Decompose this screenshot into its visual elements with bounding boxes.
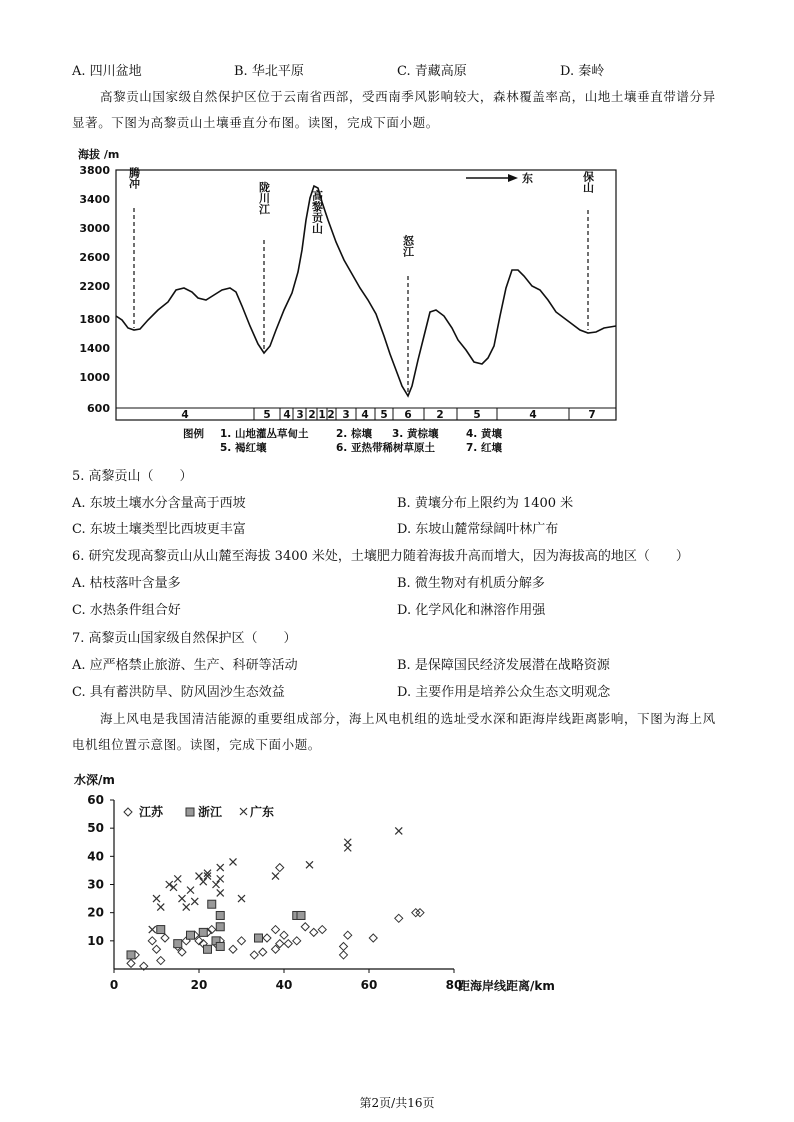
soil-profile-chart: [0, 140, 794, 460]
soil-band-cell: 2: [327, 409, 335, 421]
soil-band-cell: 5: [263, 409, 271, 421]
point-jiangsu: [229, 945, 237, 953]
point-jiangsu: [369, 934, 377, 942]
soil-band-cell: 3: [296, 409, 304, 421]
soil-band-cell: 4: [529, 409, 537, 421]
label-longchuan: 陇川江: [257, 181, 271, 215]
point-guangdong: [183, 904, 190, 911]
ytick: 1400: [79, 342, 110, 355]
point-zhejiang: [187, 931, 195, 939]
point-guangdong: [187, 887, 194, 894]
legend-item: 5. 褐红壤: [220, 442, 267, 454]
q5-option-c: C. 东坡土壤类型比西坡更丰富: [72, 522, 246, 537]
point-guangdong: [191, 898, 198, 905]
y-tick-label: 40: [87, 849, 104, 864]
wind-turbine-scatter-chart: [0, 768, 794, 1028]
point-jiangsu: [263, 934, 271, 942]
point-jiangsu: [272, 926, 280, 934]
legend-label-guangdong: 广东: [250, 805, 275, 819]
ytick: 3800: [79, 164, 110, 177]
legend-marker-guangdong: [240, 808, 247, 815]
soil-band-cell: 4: [181, 409, 189, 421]
soil-chart-ylabel: 海拔 /m: [78, 148, 120, 161]
x-tick-label: 20: [190, 978, 208, 992]
q4-option-c: C. 青藏高原: [397, 64, 467, 79]
q7-option-c: C. 具有蓄洪防旱、防风固沙生态效益: [72, 685, 285, 700]
y-tick-label: 30: [87, 877, 104, 892]
point-guangdong: [395, 827, 402, 834]
soil-band-cell: 5: [473, 409, 481, 421]
q7-stem: 7. 高黎贡山国家级自然保护区（ ）: [72, 631, 297, 646]
ytick: 1800: [79, 313, 110, 326]
point-jiangsu: [284, 940, 292, 948]
ytick: 600: [87, 402, 110, 415]
q6-option-c: C. 水热条件组合好: [72, 603, 181, 618]
point-zhejiang: [255, 934, 263, 942]
point-zhejiang: [216, 923, 224, 931]
q5-option-d: D. 东坡山麓常绿阔叶林广布: [397, 522, 559, 537]
point-guangdong: [272, 873, 279, 880]
scatter-ylabel: 水深/m: [74, 773, 115, 787]
soil-chart-yticks: [79, 164, 110, 415]
point-jiangsu: [310, 928, 318, 936]
q5-option-b: B. 黄壤分布上限约为 1400 米: [397, 496, 574, 511]
y-tick-label: 50: [87, 821, 104, 836]
x-tick-label: 80: [445, 978, 463, 992]
legend-item: 7. 红壤: [466, 442, 502, 454]
ytick: 3000: [79, 222, 110, 235]
legend-item: 4. 黄壤: [466, 428, 502, 440]
q4-option-a: A. 四川盆地: [72, 64, 142, 79]
point-jiangsu: [148, 937, 156, 945]
y-tick-label: 10: [87, 933, 104, 948]
point-zhejiang: [216, 942, 224, 950]
point-guangdong: [230, 858, 237, 865]
point-zhejiang: [208, 900, 216, 908]
soil-band-cell: 7: [588, 409, 596, 421]
point-jiangsu: [280, 931, 288, 939]
q6-option-a: A. 枯枝落叶含量多: [72, 576, 181, 591]
point-jiangsu: [238, 937, 246, 945]
legend-item: 3. 黄棕壤: [392, 428, 439, 440]
legend-label-zhejiang: 浙江: [198, 805, 223, 819]
point-jiangsu: [318, 926, 326, 934]
passage-wind-power: 海上风电是我国清洁能源的重要组成部分，海上风电机组的选址受水深和距海岸线距离影响，下图为海上风电机组位置示意图。读图，完成下面小题。: [72, 711, 716, 752]
y-tick-label: 20: [87, 905, 104, 920]
q7-option-a: A. 应严格禁止旅游、生产、科研等活动: [72, 658, 298, 673]
passage-gaoligong: 高黎贡山国家级自然保护区位于云南省西部，受西南季风影响较大，森林覆盖率高，山地土壤垂直带谱分异显著。下图为高黎贡山土壤垂直分布图。读图，完成下面小题。: [72, 89, 716, 130]
point-guangdong: [217, 864, 224, 871]
q5-stem: 5. 高黎贡山（ ）: [72, 469, 193, 484]
legend-title: 图例: [183, 428, 204, 440]
soil-band-cell: 2: [436, 409, 444, 421]
ytick: 2600: [79, 251, 110, 264]
point-guangdong: [217, 875, 224, 882]
ytick: 1000: [79, 371, 110, 384]
legend-item: 2. 棕壤: [336, 428, 372, 440]
point-zhejiang: [127, 951, 135, 959]
point-zhejiang: [216, 911, 224, 919]
point-jiangsu: [250, 951, 258, 959]
q6-option-b: B. 微生物对有机质分解多: [397, 576, 545, 591]
q5-option-a: A. 东坡土壤水分含量高于西坡: [72, 496, 246, 511]
point-jiangsu: [259, 948, 267, 956]
point-jiangsu: [161, 934, 169, 942]
point-guangdong: [174, 875, 181, 882]
point-jiangsu: [395, 914, 403, 922]
point-zhejiang: [297, 911, 305, 919]
q6-option-d: D. 化学风化和淋溶作用强: [397, 603, 546, 618]
point-jiangsu: [340, 942, 348, 950]
legend-item: 6. 亚热带稀树草原土: [336, 442, 435, 454]
soil-band-cell: 4: [283, 409, 291, 421]
point-guangdong: [213, 881, 220, 888]
label-nujiang: 怒江: [401, 235, 415, 257]
legend-marker-zhejiang: [186, 808, 194, 816]
point-guangdong: [149, 926, 156, 933]
point-zhejiang: [199, 928, 207, 936]
soil-chart-frame: [116, 170, 616, 420]
point-jiangsu: [301, 923, 309, 931]
point-guangdong: [306, 861, 313, 868]
soil-band-cell: 4: [361, 409, 369, 421]
point-guangdong: [238, 895, 245, 902]
point-guangdong: [217, 889, 224, 896]
ytick: 3400: [79, 193, 110, 206]
point-zhejiang: [204, 945, 212, 953]
point-jiangsu: [276, 864, 284, 872]
legend-item: 1. 山地灌丛草甸土: [220, 428, 309, 440]
point-jiangsu: [344, 931, 352, 939]
point-jiangsu: [157, 957, 165, 965]
point-guangdong: [170, 884, 177, 891]
point-jiangsu: [153, 945, 161, 953]
east-label: 东: [522, 172, 533, 185]
point-guangdong: [157, 904, 164, 911]
point-guangdong: [166, 881, 173, 888]
point-jiangsu: [127, 959, 135, 967]
label-gaoligong: 高黎贡山: [310, 190, 324, 234]
page-footer: 第2页/共16页: [359, 1096, 435, 1110]
legend-label-jiangsu: 江苏: [139, 805, 164, 819]
scatter-xlabel: 距海岸线距离/km: [458, 979, 555, 993]
q7-option-b: B. 是保障国民经济发展潜在战略资源: [397, 658, 610, 673]
legend-marker-jiangsu: [124, 808, 132, 816]
scatter-legend: [124, 804, 274, 819]
ytick: 2200: [79, 280, 110, 293]
label-tengchong: 腾冲: [127, 167, 141, 189]
y-tick-label: 60: [87, 793, 104, 807]
point-guangdong: [196, 873, 203, 880]
label-baoshan: 保山: [581, 171, 595, 193]
point-guangdong: [153, 895, 160, 902]
q4-option-b: B. 华北平原: [234, 64, 304, 79]
x-tick-label: 60: [360, 978, 378, 992]
east-arrow: [466, 174, 518, 182]
point-jiangsu: [293, 937, 301, 945]
point-guangdong: [179, 895, 186, 902]
point-guangdong: [344, 844, 351, 851]
point-guangdong: [200, 878, 207, 885]
q7-option-d: D. 主要作用是培养公众生态文明观念: [397, 685, 611, 700]
x-tick-label: 0: [109, 978, 119, 992]
point-zhejiang: [157, 926, 165, 934]
soil-band-cell: 3: [342, 409, 350, 421]
terrain-profile: [116, 186, 616, 396]
q6-stem: 6. 研究发现高黎贡山从山麓至海拔 3400 米处，土壤肥力随着海拔升高而增大，因为海拔高的地区（ ）: [72, 549, 689, 564]
soil-band-cell: 5: [380, 409, 388, 421]
q4-option-d: D. 秦岭: [560, 64, 605, 79]
soil-band-cell: 2: [308, 409, 316, 421]
soil-band-cell: 1: [318, 409, 326, 421]
point-zhejiang: [174, 940, 182, 948]
soil-band-cell: 6: [404, 409, 412, 421]
x-tick-label: 40: [275, 978, 293, 992]
point-jiangsu: [340, 951, 348, 959]
